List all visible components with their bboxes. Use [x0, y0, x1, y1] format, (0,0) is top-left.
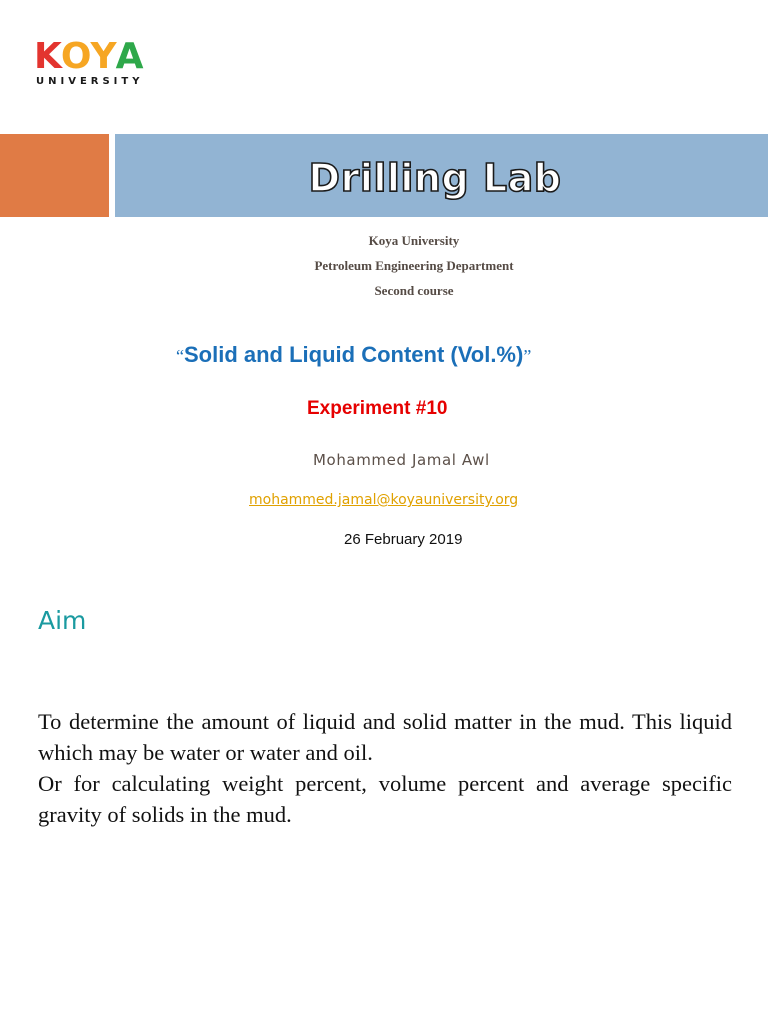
aim-paragraph-2: Or for calculating weight percent, volume percent and average specific gravity of solids in the mud. — [38, 771, 732, 827]
logo-letter-y: Y — [90, 36, 116, 77]
logo-subtitle: UNIVERSITY — [36, 76, 144, 87]
logo-letter-k: K — [34, 36, 61, 77]
logo-letter-a: A — [115, 36, 143, 77]
close-quote: ” — [523, 346, 532, 366]
logo-letter-o-sun-icon: O — [60, 36, 91, 77]
title-bar — [115, 134, 768, 217]
department-name: Petroleum Engineering Department — [314, 258, 514, 273]
university-name: Koya University — [368, 233, 460, 248]
aim-heading: Aim — [38, 606, 87, 635]
experiment-number: Experiment #10 — [307, 398, 448, 419]
aim-body — [38, 706, 732, 830]
experiment-title — [176, 342, 531, 368]
experiment-date: 26 February 2019 — [344, 531, 463, 548]
logo-wordmark — [34, 38, 142, 76]
open-quote: “ — [176, 346, 184, 366]
koya-university-logo — [34, 38, 146, 88]
course-name: Second course — [374, 283, 454, 298]
experiment-title-text: Solid and Liquid Content (Vol.%) — [184, 342, 524, 367]
author-name: Mohammed Jamal Awl — [313, 451, 490, 469]
author-email-link[interactable]: mohammed.jamal@koyauniversity.org — [249, 492, 519, 508]
accent-block — [0, 134, 109, 217]
page-title: Drilling Lab — [308, 156, 562, 200]
aim-paragraph-1: To determine the amount of liquid and solid matter in the mud. This liquid which may be water or water and oil. — [38, 709, 732, 765]
